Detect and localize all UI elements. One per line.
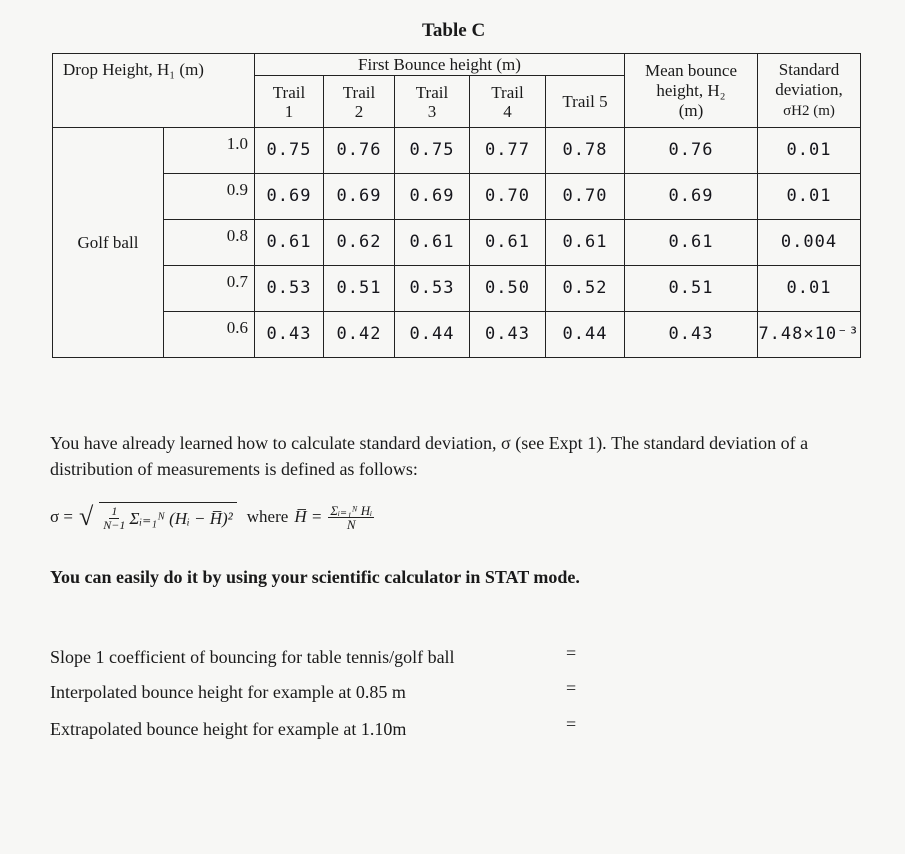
value-cell: 0.69 <box>324 174 395 220</box>
drop-height-cell: 0.8 <box>163 220 254 266</box>
value-cell: 0.61 <box>470 220 546 266</box>
value-cell: 0.77 <box>470 128 546 174</box>
value-cell: 0.44 <box>395 312 470 358</box>
std-header: Standard deviation, σH2 (m) <box>758 54 861 128</box>
sqrt-content <box>99 502 236 532</box>
sqrt-sign: √ <box>79 502 94 531</box>
drop-height-cell: 0.9 <box>163 174 254 220</box>
value-cell: 0.62 <box>324 220 395 266</box>
value-cell: 0.61 <box>546 220 625 266</box>
instruction-paragraph: You have already learned how to calculate standard deviation, σ (see Expt 1). The standard deviation of a distribution of measurements is defined as follows: <box>50 433 809 479</box>
mean-cell: 0.51 <box>625 266 758 312</box>
calculator-note: You can easily do it by using your scientific calculator in STAT mode. <box>50 567 580 587</box>
value-cell: 0.44 <box>546 312 625 358</box>
std-cell: 0.01 <box>758 266 861 312</box>
question-interpolated: Interpolated bounce height for example at 0.85 m <box>50 682 406 702</box>
sum-term: Σᵢ₌₁ᴺ (Hᵢ − H̅)² <box>129 508 233 528</box>
value-cell: 0.52 <box>546 266 625 312</box>
trail-4-header: Trail 4 <box>470 76 546 128</box>
question-extrapolated: Extrapolated bounce height for example at 1.10m <box>50 719 407 739</box>
value-cell: 0.42 <box>324 312 395 358</box>
std-cell: 7.48×10⁻³ <box>758 312 861 358</box>
value-cell: 0.51 <box>324 266 395 312</box>
where-text: where <box>246 507 289 526</box>
equals-sign: = <box>566 678 577 698</box>
equals-sign: = <box>566 714 577 734</box>
mean-cell: 0.76 <box>625 128 758 174</box>
table-row <box>53 174 861 220</box>
trail-3-header: Trail 3 <box>395 76 470 128</box>
value-cell: 0.43 <box>470 312 546 358</box>
value-cell: 0.53 <box>395 266 470 312</box>
table-row <box>53 220 861 266</box>
value-cell: 0.61 <box>255 220 324 266</box>
value-cell: 0.76 <box>324 128 395 174</box>
trail-2-header: Trail 2 <box>324 76 395 128</box>
hbar-symbol: H̅ = <box>294 507 323 526</box>
question-slope: Slope 1 coefficient of bouncing for table tennis/golf ball <box>50 647 455 667</box>
mean-header: Mean bounce height, H₂ (m) <box>625 54 758 128</box>
drop-height-cell: 1.0 <box>163 128 254 174</box>
value-cell: 0.75 <box>395 128 470 174</box>
trail-1-header: Trail 1 <box>255 76 324 128</box>
std-dev-formula <box>50 502 374 532</box>
mean-cell: 0.43 <box>625 312 758 358</box>
mean-fraction: $\frac{\text{Σᵢ₌₁ᴺ Hᵢ}}{N}$ <box>330 502 373 532</box>
ball-label: Golf ball <box>53 128 164 358</box>
table-row <box>53 128 861 174</box>
drop-height-cell: 0.7 <box>163 266 254 312</box>
std-cell: 0.01 <box>758 174 861 220</box>
std-cell: 0.01 <box>758 128 861 174</box>
value-cell: 0.70 <box>546 174 625 220</box>
drop-height-cell: 0.6 <box>163 312 254 358</box>
mean-cell: 0.61 <box>625 220 758 266</box>
value-cell: 0.53 <box>255 266 324 312</box>
value-cell: 0.70 <box>470 174 546 220</box>
value-cell: 0.69 <box>255 174 324 220</box>
fraction: $\frac{1}{N-1}$ <box>103 504 126 532</box>
table-row <box>53 266 861 312</box>
std-cell: 0.004 <box>758 220 861 266</box>
value-cell: 0.78 <box>546 128 625 174</box>
table-title: Table C <box>422 20 486 41</box>
value-cell: 0.43 <box>255 312 324 358</box>
first-bounce-header: First Bounce height (m) <box>255 54 625 76</box>
data-table <box>52 53 861 358</box>
value-cell: 0.61 <box>395 220 470 266</box>
mean-cell: 0.69 <box>625 174 758 220</box>
sigma-symbol: σ = <box>50 507 74 526</box>
trail-5-header: Trail 5 <box>546 76 625 128</box>
equals-sign: = <box>566 643 577 663</box>
drop-height-header: Drop Height, H₁ (m) <box>53 54 255 128</box>
value-cell: 0.75 <box>255 128 324 174</box>
value-cell: 0.50 <box>470 266 546 312</box>
value-cell: 0.69 <box>395 174 470 220</box>
table-row <box>53 312 861 358</box>
